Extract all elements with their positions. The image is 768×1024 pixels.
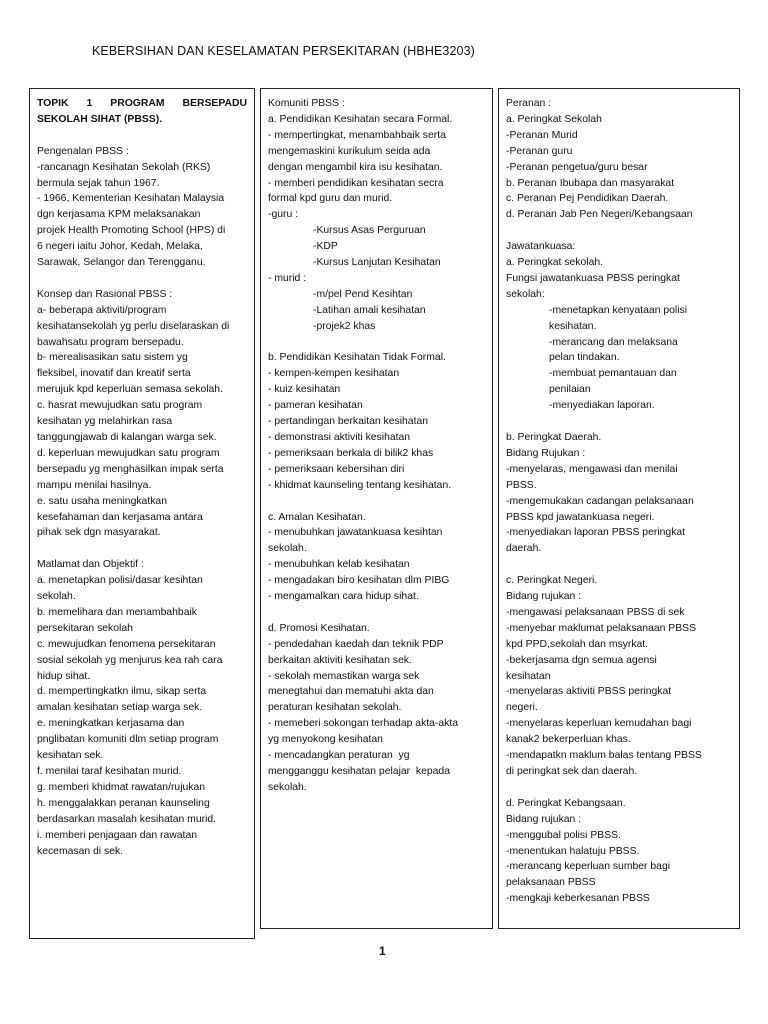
text-line: - mengadakan biro kesihatan dlm PIBG bbox=[268, 575, 450, 587]
text-line: -Kursus Asas Perguruan bbox=[313, 225, 426, 237]
text-line: mengganggu kesihatan pelajar kepada bbox=[268, 766, 450, 778]
text-line: bersepadu yg menghasilkan impak serta bbox=[37, 463, 224, 475]
text-line: b. Peringkat Daerah. bbox=[506, 432, 602, 443]
text-line: -Kursus Lanjutan Kesihatan bbox=[313, 257, 441, 269]
text-line: kesihatan yg melahirkan rasa bbox=[37, 416, 173, 428]
text-line: peraturan kesihatan sekolah. bbox=[268, 702, 402, 714]
text-line: Bidang rujukan : bbox=[506, 591, 582, 603]
text-line: daerah. bbox=[506, 543, 542, 555]
text-line: - menubuhkan kelab kesihatan bbox=[268, 559, 410, 571]
text-line: kesihatansekolah yg perlu diselaraskan di bbox=[37, 320, 230, 332]
text-line: sekolah. bbox=[268, 543, 307, 555]
text-line: mampu menilai hasilnya. bbox=[37, 479, 152, 491]
text-line: - kempen-kempen kesihatan bbox=[268, 368, 400, 380]
text-line: -projek2 khas bbox=[313, 320, 376, 332]
text-line: sekolah. bbox=[268, 781, 307, 793]
text-line: a- beberapa aktiviti/program bbox=[37, 304, 167, 316]
text-line: - pemeriksaan kebersihan diri bbox=[268, 463, 405, 475]
text-line: kesihatan bbox=[506, 670, 551, 682]
text-line: TOPIK 1 PROGRAM BERSEPADU bbox=[37, 98, 247, 109]
text-line: kesihatan sek. bbox=[37, 750, 104, 762]
column-left bbox=[29, 88, 255, 939]
text-line: sosial sekolah yg menjurus kea rah cara bbox=[37, 654, 223, 666]
text-line: -menyediakan laporan PBSS peringkat bbox=[506, 527, 686, 539]
text-line bbox=[506, 557, 732, 573]
text-line: e. meningkatkan kerjasama dan bbox=[37, 718, 185, 730]
text-line: projek Health Promoting School (HPS) di bbox=[37, 225, 226, 237]
text-line: d. keperluan mewujudkan satu program bbox=[37, 447, 220, 459]
text-line: penilaian bbox=[549, 384, 591, 396]
text-line: -rancanagn Kesihatan Sekolah (RKS) bbox=[37, 161, 211, 173]
text-line bbox=[506, 223, 732, 239]
text-line: -membuat pemantauan dan bbox=[549, 368, 677, 380]
text-line: 6 negeri iaitu Johor, Kedah, Melaka, bbox=[37, 241, 203, 253]
text-line: -Peranan pengetua/guru besar bbox=[506, 161, 648, 173]
text-line bbox=[37, 271, 247, 287]
text-line: -mengawasi pelaksanaan PBSS di sek bbox=[506, 606, 685, 618]
text-line: PBSS. bbox=[506, 479, 537, 491]
text-line: Komuniti PBSS : bbox=[268, 98, 345, 109]
text-line: dengan mengambil kira isu kesihatan. bbox=[268, 161, 443, 173]
text-line: c. Amalan Kesihatan. bbox=[268, 511, 366, 523]
text-line: -Latihan amali kesihatan bbox=[313, 304, 426, 316]
column-right bbox=[498, 88, 740, 929]
text-line: b- merealisasikan satu sistem yg bbox=[37, 352, 188, 364]
text-line: d. Promosi Kesihatan. bbox=[268, 622, 370, 634]
text-line: f. menilai taraf kesihatan murid. bbox=[37, 766, 182, 778]
text-line: g. memberi khidmat rawatan/rujukan bbox=[37, 781, 206, 793]
text-line: Bidang rujukan : bbox=[506, 813, 582, 825]
text-line: - khidmat kaunseling tentang kesihatan. bbox=[268, 479, 452, 491]
text-line: kecemasan di sek. bbox=[37, 845, 124, 857]
text-line: b. Pendidikan Kesihatan Tidak Formal. bbox=[268, 352, 446, 364]
text-line: pelan tindakan. bbox=[549, 352, 620, 364]
text-line: -menyelaras aktiviti PBSS peringkat bbox=[506, 686, 672, 698]
text-line: kesihatan. bbox=[549, 320, 597, 332]
text-line: yg menyokong kesihatan bbox=[268, 734, 383, 746]
text-line: fleksibel, inovatif dan kreatif serta bbox=[37, 368, 191, 380]
text-line: - sekolah memastikan warga sek bbox=[268, 670, 420, 682]
text-line: i. memberi penjagaan dan rawatan bbox=[37, 829, 197, 841]
text-line: sekolah. bbox=[37, 591, 76, 603]
text-line: - pertandingan berkaitan kesihatan bbox=[268, 416, 429, 428]
text-line: negeri. bbox=[506, 702, 538, 714]
text-line: -m/pel Pend Kesihtan bbox=[313, 288, 413, 300]
text-line: bawahsatu program bersepadu. bbox=[37, 336, 184, 348]
text-line: -KDP bbox=[313, 241, 338, 253]
text-line: -mengemukakan cadangan pelaksanaan bbox=[506, 495, 694, 507]
text-line: Sarawak, Selangor dan Terengganu. bbox=[37, 257, 206, 269]
text-line: d. mempertingkatkn ilmu, sikap serta bbox=[37, 686, 207, 698]
text-line: bermula sejak tahun 1967. bbox=[37, 177, 160, 189]
text-line: a. Peringkat Sekolah bbox=[506, 113, 602, 125]
text-line bbox=[506, 780, 732, 796]
text-line: kanak2 bekerperluan khas. bbox=[506, 734, 631, 746]
text-line: -merancang keperluan sumber bagi bbox=[506, 861, 671, 873]
text-line: - murid : bbox=[268, 272, 307, 284]
text-line: d. Peranan Jab Pen Negeri/Kebangsaan bbox=[506, 209, 693, 221]
text-line: -merancang dan melaksana bbox=[549, 336, 678, 348]
text-line: -bekerjasama dgn semua agensi bbox=[506, 654, 657, 666]
text-line: -Peranan Murid bbox=[506, 129, 578, 141]
text-line: - menubuhkan jawatankuasa kesihtan bbox=[268, 527, 443, 539]
text-line: h. menggalakkan peranan kaunseling bbox=[37, 797, 210, 809]
text-line: hidup sihat. bbox=[37, 670, 91, 682]
text-line: -mendapatkn maklum balas tentang PBSS bbox=[506, 750, 702, 762]
text-line: Fungsi jawatankuasa PBSS peringkat bbox=[506, 272, 680, 284]
text-line: -menggubal polisi PBSS. bbox=[506, 829, 621, 841]
column-middle bbox=[260, 88, 493, 929]
text-line: amalan kesihatan setiap warga sek. bbox=[37, 702, 203, 714]
text-line: -menetapkan kenyataan polisi bbox=[549, 304, 688, 316]
text-line: - mencadangkan peraturan yg bbox=[268, 750, 410, 762]
text-line: - mengamalkan cara hidup sihat. bbox=[268, 591, 419, 603]
text-line: pelaksanaan PBSS bbox=[506, 877, 596, 889]
text-line: sekolah: bbox=[506, 288, 545, 300]
text-line: - kuiz kesihatan bbox=[268, 384, 341, 396]
text-line: - demonstrasi aktiviti kesihatan bbox=[268, 432, 411, 444]
page-number: 1 bbox=[379, 944, 386, 958]
text-line: Jawatankuasa: bbox=[506, 241, 576, 253]
text-line: berdasarkan masalah kesihatan murid. bbox=[37, 813, 217, 825]
text-line: -menentukan halatuju PBSS. bbox=[506, 845, 640, 857]
text-line bbox=[37, 128, 247, 144]
text-line: - memberi pendidikan kesihatan secra bbox=[268, 177, 444, 189]
text-line: - memeberi sokongan terhadap akta-akta bbox=[268, 718, 459, 730]
text-line: persekitaran sekolah bbox=[37, 622, 133, 634]
text-line: a. menetapkan polisi/dasar kesihtan bbox=[37, 575, 203, 587]
text-line: kpd PPD,sekolah dan msyrkat. bbox=[506, 638, 649, 650]
text-line: - 1966, Kementerian Kesihatan Malaysia bbox=[37, 193, 225, 205]
text-line: c. hasrat mewujudkan satu program bbox=[37, 400, 203, 412]
text-line: e. satu usaha meningkatkan bbox=[37, 495, 167, 507]
text-line: mengemaskini kurikulum seida ada bbox=[268, 145, 431, 157]
text-line: -menyediakan laporan. bbox=[549, 400, 655, 412]
text-line: b. memelihara dan menambahbaik bbox=[37, 606, 197, 618]
text-line: - pendedahan kaedah dan teknik PDP bbox=[268, 638, 444, 650]
text-line: -menyelaras keperluan kemudahan bagi bbox=[506, 718, 692, 730]
text-line: Pengenalan PBSS : bbox=[37, 145, 129, 157]
text-line bbox=[268, 335, 485, 351]
text-line: Peranan : bbox=[506, 98, 552, 109]
text-line: - mempertingkat, menambahbaik serta bbox=[268, 129, 446, 141]
text-line: - pameran kesihatan bbox=[268, 400, 363, 412]
text-line: b. Peranan Ibubapa dan masyarakat bbox=[506, 177, 675, 189]
text-line: d. Peringkat Kebangsaan. bbox=[506, 797, 626, 809]
text-line: -Peranan guru bbox=[506, 145, 573, 157]
text-line: menegtahui dan mematuhi akta dan bbox=[268, 686, 434, 698]
text-line: pihak sek dgn masyarakat. bbox=[37, 527, 161, 539]
text-line: -menyelaras, mengawasi dan menilai bbox=[506, 463, 678, 475]
text-line bbox=[268, 605, 485, 621]
text-line: a. Peringkat sekolah. bbox=[506, 257, 604, 269]
text-line bbox=[268, 494, 485, 510]
text-line: Konsep dan Rasional PBSS : bbox=[37, 288, 173, 300]
text-line bbox=[506, 414, 732, 430]
text-line: berkaitan aktiviti kesihatan sek. bbox=[268, 654, 412, 666]
text-line bbox=[37, 541, 247, 557]
text-line: - pemeriksaan berkala di bilik2 khas bbox=[268, 447, 434, 459]
text-line: c. Peringkat Negeri. bbox=[506, 575, 598, 587]
text-line: merujuk kpd keperluan semasa sekolah. bbox=[37, 384, 223, 396]
text-line: formal kpd guru dan murid. bbox=[268, 193, 393, 205]
text-line: -mengkaji keberkesanan PBSS bbox=[506, 893, 650, 905]
text-line: pnglibatan komuniti dlm setiap program bbox=[37, 734, 219, 746]
text-line: c. mewujudkan fenomena persekitaran bbox=[37, 638, 216, 650]
document-header: KEBERSIHAN DAN KESELAMATAN PERSEKITARAN (HBHE3203) bbox=[92, 44, 475, 58]
text-line: di peringkat sek dan daerah. bbox=[506, 766, 638, 778]
text-line: kesefahaman dan kerjasama antara bbox=[37, 511, 203, 523]
text-line: -guru : bbox=[268, 209, 299, 221]
text-line: a. Pendidikan Kesihatan secara Formal. bbox=[268, 113, 453, 125]
text-line: c. Peranan Pej Pendidikan Daerah. bbox=[506, 193, 669, 205]
text-line: Bidang Rujukan : bbox=[506, 447, 586, 459]
text-line: SEKOLAH SIHAT (PBSS). bbox=[37, 113, 163, 125]
text-line: tanggungjawab di kalangan warga sek. bbox=[37, 432, 217, 443]
text-line: dgn kerjasama KPM melaksanakan bbox=[37, 209, 201, 221]
text-line: PBSS kpd jawatankuasa negeri. bbox=[506, 511, 655, 523]
text-line: Matlamat dan Objektif : bbox=[37, 559, 144, 571]
text-line: -menyebar maklumat pelaksanaan PBSS bbox=[506, 622, 697, 634]
